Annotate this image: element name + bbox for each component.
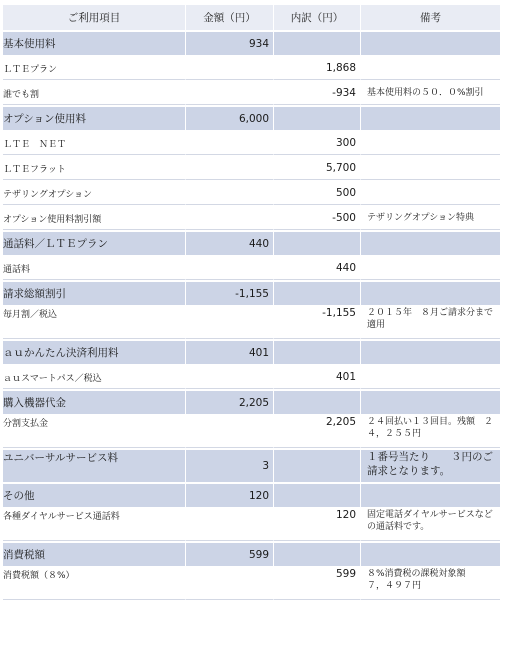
- row-amount-cell: [186, 57, 274, 80]
- row-breakdown-cell: -500: [274, 207, 361, 230]
- row-remarks-cell: [361, 57, 500, 80]
- row-remarks-cell: [361, 257, 500, 280]
- row-item-cell: ａｕスマートパス／税込: [3, 366, 186, 389]
- detail-row: [3, 307, 500, 339]
- row-item-cell: 消費税額（８%）: [3, 568, 186, 600]
- row-breakdown-cell: 300: [274, 132, 361, 155]
- row-amount-cell: 6,000: [186, 107, 274, 130]
- row-item-cell: テザリングオプション: [3, 182, 186, 205]
- row-breakdown-cell: [274, 391, 361, 414]
- row-amount-cell: [186, 82, 274, 105]
- row-remarks-cell: [361, 484, 500, 507]
- detail-row: [3, 157, 500, 180]
- detail-row: [3, 509, 500, 541]
- row-item-cell: 通話料／ＬＴＥプラン: [3, 232, 186, 255]
- row-item-cell: 通話料: [3, 257, 186, 280]
- detail-row: [3, 182, 500, 205]
- row-breakdown-cell: 2,205: [274, 416, 361, 448]
- row-remarks-cell: [361, 132, 500, 155]
- row-item-cell: 分割支払金: [3, 416, 186, 448]
- row-remarks-cell: [361, 232, 500, 255]
- header-breakdown: 内訳（円）: [274, 5, 361, 30]
- row-item-cell: 誰でも割: [3, 82, 186, 105]
- section-row: [3, 232, 500, 255]
- row-breakdown-cell: 599: [274, 568, 361, 600]
- row-amount-cell: [186, 307, 274, 339]
- row-breakdown-cell: 5,700: [274, 157, 361, 180]
- row-breakdown-cell: [274, 543, 361, 566]
- row-amount-cell: [186, 257, 274, 280]
- row-breakdown-cell: [274, 232, 361, 255]
- row-breakdown-cell: 120: [274, 509, 361, 541]
- row-breakdown-cell: [274, 282, 361, 305]
- row-amount-cell: [186, 509, 274, 541]
- row-amount-cell: [186, 157, 274, 180]
- billing-breakdown-table: [3, 3, 500, 602]
- row-amount-cell: [186, 207, 274, 230]
- section-row: [3, 341, 500, 364]
- row-amount-cell: 120: [186, 484, 274, 507]
- row-breakdown-cell: [274, 32, 361, 55]
- detail-row: [3, 366, 500, 389]
- row-item-cell: ａｕかんたん決済利用料: [3, 341, 186, 364]
- row-item-cell: ユニバーサルサービス料: [3, 450, 186, 482]
- row-remarks-cell: 基本使用料の５０．０%割引: [361, 82, 500, 105]
- row-amount-cell: [186, 568, 274, 600]
- row-amount-cell: 934: [186, 32, 274, 55]
- row-breakdown-cell: -1,155: [274, 307, 361, 339]
- detail-row: [3, 568, 500, 600]
- row-amount-cell: 599: [186, 543, 274, 566]
- row-amount-cell: -1,155: [186, 282, 274, 305]
- detail-row: [3, 416, 500, 448]
- row-remarks-cell: [361, 366, 500, 389]
- row-remarks-cell: [361, 282, 500, 305]
- row-remarks-cell: テザリングオプション特典: [361, 207, 500, 230]
- header-item: ご利用項目: [3, 5, 186, 30]
- row-breakdown-cell: [274, 450, 361, 482]
- row-amount-cell: [186, 416, 274, 448]
- row-item-cell: オプション使用料割引額: [3, 207, 186, 230]
- row-remarks-cell: ８%消費税の課税対象額 ７，４９７円: [361, 568, 500, 600]
- section-row: [3, 107, 500, 130]
- detail-row: [3, 82, 500, 105]
- row-breakdown-cell: 500: [274, 182, 361, 205]
- header-remarks: 備考: [361, 5, 500, 30]
- section-row: [3, 450, 500, 482]
- row-breakdown-cell: 440: [274, 257, 361, 280]
- row-amount-cell: [186, 182, 274, 205]
- row-item-cell: その他: [3, 484, 186, 507]
- row-remarks-cell: [361, 107, 500, 130]
- row-remarks-cell: [361, 543, 500, 566]
- row-remarks-cell: [361, 157, 500, 180]
- row-remarks-cell: [361, 32, 500, 55]
- table-header-row: [3, 5, 500, 30]
- detail-row: [3, 207, 500, 230]
- detail-row: [3, 57, 500, 80]
- row-amount-cell: 2,205: [186, 391, 274, 414]
- detail-row: [3, 132, 500, 155]
- section-row: [3, 543, 500, 566]
- row-item-cell: 毎月割／税込: [3, 307, 186, 339]
- row-breakdown-cell: [274, 484, 361, 507]
- section-row: [3, 484, 500, 507]
- row-remarks-cell: １番号当たり ３円のご請求となります。: [361, 450, 500, 482]
- header-amount: 金額（円）: [186, 5, 274, 30]
- section-row: [3, 282, 500, 305]
- row-amount-cell: 401: [186, 341, 274, 364]
- row-breakdown-cell: -934: [274, 82, 361, 105]
- section-row: [3, 391, 500, 414]
- section-row: [3, 32, 500, 55]
- row-remarks-cell: [361, 341, 500, 364]
- row-breakdown-cell: [274, 341, 361, 364]
- row-item-cell: ＬＴＥ ＮＥＴ: [3, 132, 186, 155]
- row-item-cell: 各種ダイヤルサービス通話料: [3, 509, 186, 541]
- row-breakdown-cell: 1,868: [274, 57, 361, 80]
- detail-row: [3, 257, 500, 280]
- row-amount-cell: 3: [186, 450, 274, 482]
- row-item-cell: 基本使用料: [3, 32, 186, 55]
- row-amount-cell: [186, 132, 274, 155]
- row-breakdown-cell: 401: [274, 366, 361, 389]
- row-remarks-cell: ２０１５年 ８月ご請求分まで適用: [361, 307, 500, 339]
- row-item-cell: 消費税額: [3, 543, 186, 566]
- row-remarks-cell: 固定電話ダイヤルサービスなどの通話料です。: [361, 509, 500, 541]
- row-item-cell: ＬＴＥプラン: [3, 57, 186, 80]
- row-item-cell: ＬＴＥフラット: [3, 157, 186, 180]
- row-remarks-cell: [361, 182, 500, 205]
- row-remarks-cell: [361, 391, 500, 414]
- row-amount-cell: [186, 366, 274, 389]
- row-item-cell: 請求総額割引: [3, 282, 186, 305]
- row-amount-cell: 440: [186, 232, 274, 255]
- row-item-cell: オプション使用料: [3, 107, 186, 130]
- table-body: [3, 32, 500, 600]
- row-item-cell: 購入機器代金: [3, 391, 186, 414]
- row-breakdown-cell: [274, 107, 361, 130]
- row-remarks-cell: ２４回払い１３回目。残額 ２４，２５５円: [361, 416, 500, 448]
